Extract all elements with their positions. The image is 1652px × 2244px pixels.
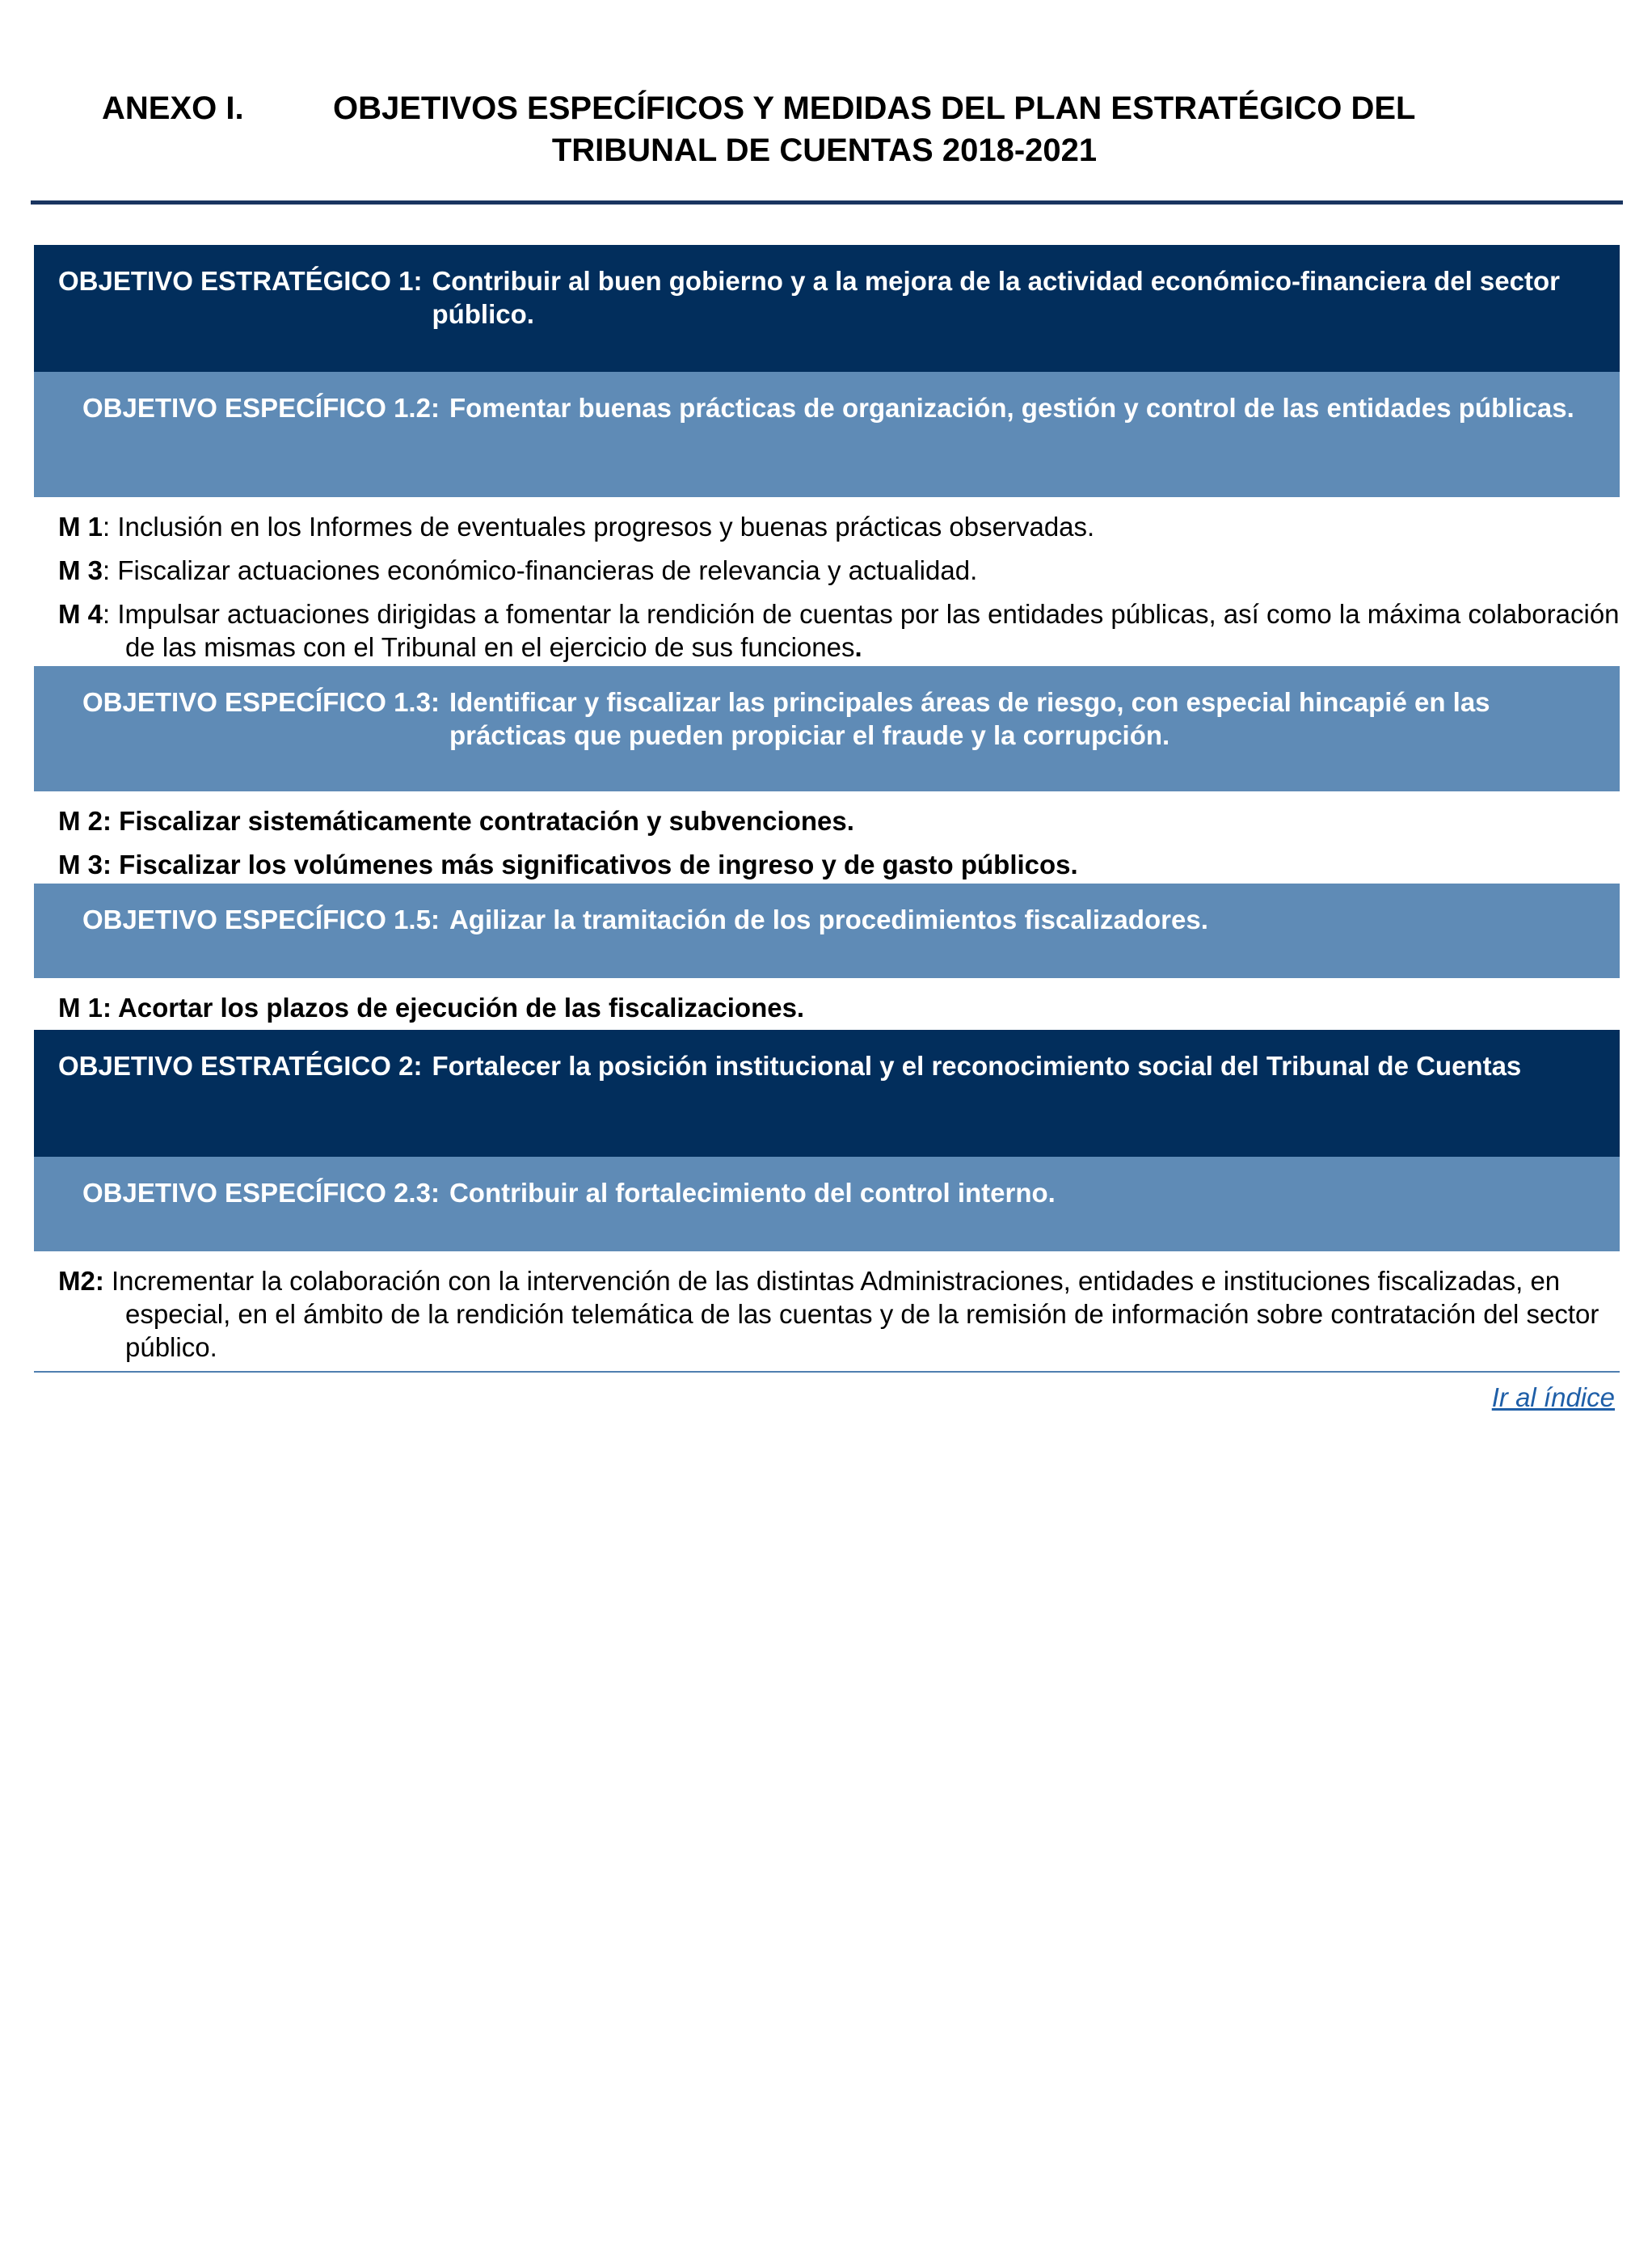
specific-objective-2-3-text: Contribuir al fortalecimiento del control interno.: [449, 1178, 1056, 1208]
specific-objective-2-3-label: OBJETIVO ESPECÍFICO 2.3:: [82, 1178, 440, 1208]
strategic-objective-1-banner: [34, 245, 1620, 372]
measure-text: Incrementar la colaboración con la intervención de las distintas Administraciones, entidades e instituciones fiscalizadas, en especial, en el ámbito de la rendición telemática de las cuentas y de la remisión de información sobre contratación del sector público.: [103, 1266, 1599, 1362]
header-divider: [31, 200, 1623, 205]
strategic-objective-1-label: OBJETIVO ESTRATÉGICO 1:: [58, 266, 423, 296]
measure-text: : Impulsar actuaciones dirigidas a fomentar la rendición de cuentas por las entidades públicas, así como la máxima colaboración de las mismas con el Tribunal en el ejercicio de sus funciones: [103, 599, 1620, 662]
specific-objective-1-2-banner: [34, 372, 1620, 497]
measure-text: : Fiscalizar actuaciones económico-financieras de relevancia y actualidad.: [103, 555, 978, 585]
measure-item: [58, 554, 1620, 587]
specific-objective-1-3-measures: [34, 791, 1620, 884]
specific-objective-1-3-label: OBJETIVO ESPECÍFICO 1.3:: [82, 687, 440, 717]
specific-objective-1-2-label: OBJETIVO ESPECÍFICO 1.2:: [82, 393, 440, 423]
go-to-index-link[interactable]: Ir al índice: [1491, 1382, 1615, 1412]
objectives-list: [34, 245, 1620, 1414]
specific-objective-1-5-label: OBJETIVO ESPECÍFICO 1.5:: [82, 905, 440, 934]
specific-objective-1-3-banner: [34, 666, 1620, 791]
strategic-objective-2-banner: [34, 1030, 1620, 1157]
measure-item: M 1: Acortar los plazos de ejecución de las fiscalizaciones.: [58, 993, 805, 1023]
measure-code: M2:: [58, 1266, 104, 1296]
specific-objective-1-5-measures: [34, 978, 1620, 1030]
measure-item: M 3: Fiscalizar los volúmenes más significativos de ingreso y de gasto públicos.: [58, 850, 1078, 879]
strategic-objective-2-label: OBJETIVO ESTRATÉGICO 2:: [58, 1051, 423, 1081]
footer-nav: [34, 1373, 1620, 1414]
measure-text: : Inclusión en los Informes de eventuales progresos y buenas prácticas observadas.: [103, 512, 1095, 542]
specific-objective-1-5-banner: [34, 884, 1620, 978]
measure-item: [58, 1264, 1620, 1364]
measure-item: [58, 510, 1620, 543]
measure-code: M 1: [58, 512, 103, 542]
specific-objective-1-5-text: Agilizar la tramitación de los procedimientos fiscalizadores.: [449, 905, 1208, 934]
annex-label: ANEXO I.: [102, 91, 244, 126]
measure-end-mark: .: [854, 632, 862, 662]
specific-objective-2-3-measures: [34, 1251, 1620, 1371]
annex-title-line1: OBJETIVOS ESPECÍFICOS Y MEDIDAS DEL PLAN ESTRATÉGICO DEL: [333, 91, 1416, 126]
specific-objective-1-3-text: Identificar y fiscalizar las principales áreas de riesgo, con especial hincapié en las prácticas que pueden propiciar el fraude y la corrupción.: [449, 687, 1490, 750]
specific-objective-1-2-measures: [34, 497, 1620, 666]
measure-code: M 3: [58, 555, 103, 585]
specific-objective-1-2-text: Fomentar buenas prácticas de organización, gestión y control de las entidades públicas.: [449, 393, 1574, 423]
strategic-objective-2-text: Fortalecer la posición institucional y el reconocimiento social del Tribunal de Cuentas: [432, 1051, 1522, 1081]
specific-objective-2-3-banner: [34, 1157, 1620, 1251]
document-header: [0, 87, 1652, 171]
measure-item: M 2: Fiscalizar sistemáticamente contratación y subvenciones.: [58, 806, 854, 836]
measure-item: [58, 597, 1620, 664]
measure-code: M 4: [58, 599, 103, 629]
annex-title-line2: TRIBUNAL DE CUENTAS 2018-2021: [551, 133, 1098, 168]
strategic-objective-1-text: Contribuir al buen gobierno y a la mejora de la actividad económico-financiera del sector público.: [432, 266, 1560, 329]
